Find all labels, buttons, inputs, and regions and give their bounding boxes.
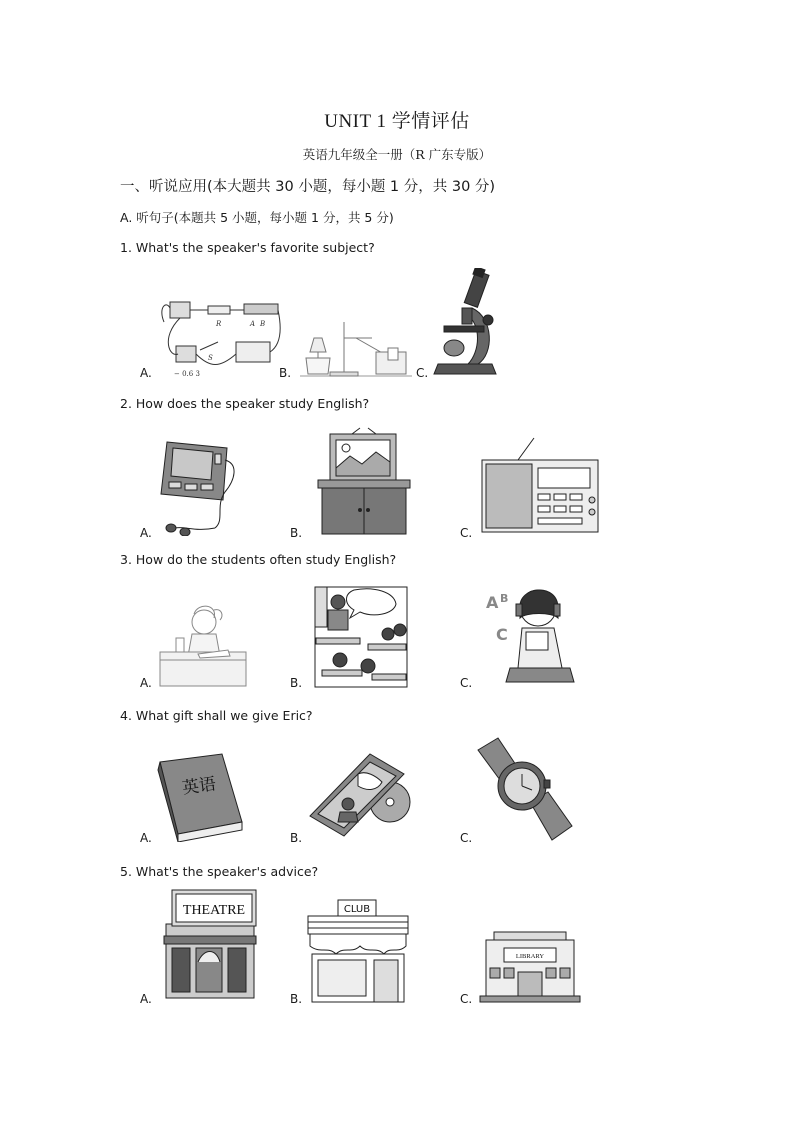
theatre-sign-text: THEATRE xyxy=(182,903,246,918)
svg-text:B: B xyxy=(500,592,509,605)
question-2: 2. How does the speaker study English? xyxy=(120,396,370,411)
circuit-diagram-image xyxy=(160,298,282,380)
svg-text:C: C xyxy=(496,625,508,644)
library-image xyxy=(478,930,582,1004)
option-5a-label: A. xyxy=(140,992,152,1006)
club-image xyxy=(306,898,410,1004)
option-4a-label: A. xyxy=(140,831,152,845)
page-title: UNIT 1 学情评估 xyxy=(324,111,470,132)
option-5b-label: B. xyxy=(290,992,303,1006)
option-2a-label: A. xyxy=(140,526,152,540)
option-3a-label: A. xyxy=(140,676,152,690)
library-sign-text: LIBRARY xyxy=(515,953,545,960)
girl-writing-image xyxy=(158,600,248,688)
option-1b-label: B. xyxy=(279,366,292,380)
option-4c-label: C. xyxy=(460,831,473,845)
circuit-s-label: S xyxy=(208,354,213,362)
page-subtitle: 英语九年级全一册（R 广东专版） xyxy=(302,147,492,162)
part-heading: A. 听句子(本题共 5 小题，每小题 1 分，共 5 分) xyxy=(120,210,394,225)
circuit-scale-label: − 0.6 3 xyxy=(174,370,200,378)
circuit-b-label: B xyxy=(260,320,266,328)
svg-text:A: A xyxy=(486,593,499,612)
option-1c-label: C. xyxy=(416,366,429,380)
club-sign-text: CLUB xyxy=(343,904,371,915)
circuit-r-label: R xyxy=(216,320,222,328)
option-5c-label: C. xyxy=(460,992,473,1006)
section-heading: 一、听说应用(本大题共 30 小题，每小题 1 分，共 30 分) xyxy=(120,179,496,195)
question-3: 3. How do the students often study English? xyxy=(120,552,397,567)
english-book-image xyxy=(156,752,246,842)
circuit-a-label: A xyxy=(250,320,256,328)
classroom-image xyxy=(314,586,408,688)
theatre-image xyxy=(162,888,260,1000)
book-and-cd-image xyxy=(306,750,412,838)
book-cover-label: 英语 xyxy=(180,774,218,799)
option-2c-label: C. xyxy=(460,526,473,540)
microscope-image xyxy=(432,268,500,378)
mp3-player-image xyxy=(155,440,245,536)
question-5: 5. What's the speaker's advice? xyxy=(120,864,319,879)
option-1a-label: A. xyxy=(140,366,152,380)
chemistry-apparatus-image xyxy=(300,318,412,380)
girl-with-headphones-image xyxy=(482,582,578,688)
option-2b-label: B. xyxy=(290,526,303,540)
wristwatch-image xyxy=(474,736,574,842)
option-4b-label: B. xyxy=(290,831,303,845)
question-1: 1. What's the speaker's favorite subject? xyxy=(120,240,375,255)
question-4: 4. What gift shall we give Eric? xyxy=(120,708,313,723)
option-3c-label: C. xyxy=(460,676,473,690)
radio-image xyxy=(478,436,602,536)
television-image xyxy=(316,426,412,536)
option-3b-label: B. xyxy=(290,676,303,690)
